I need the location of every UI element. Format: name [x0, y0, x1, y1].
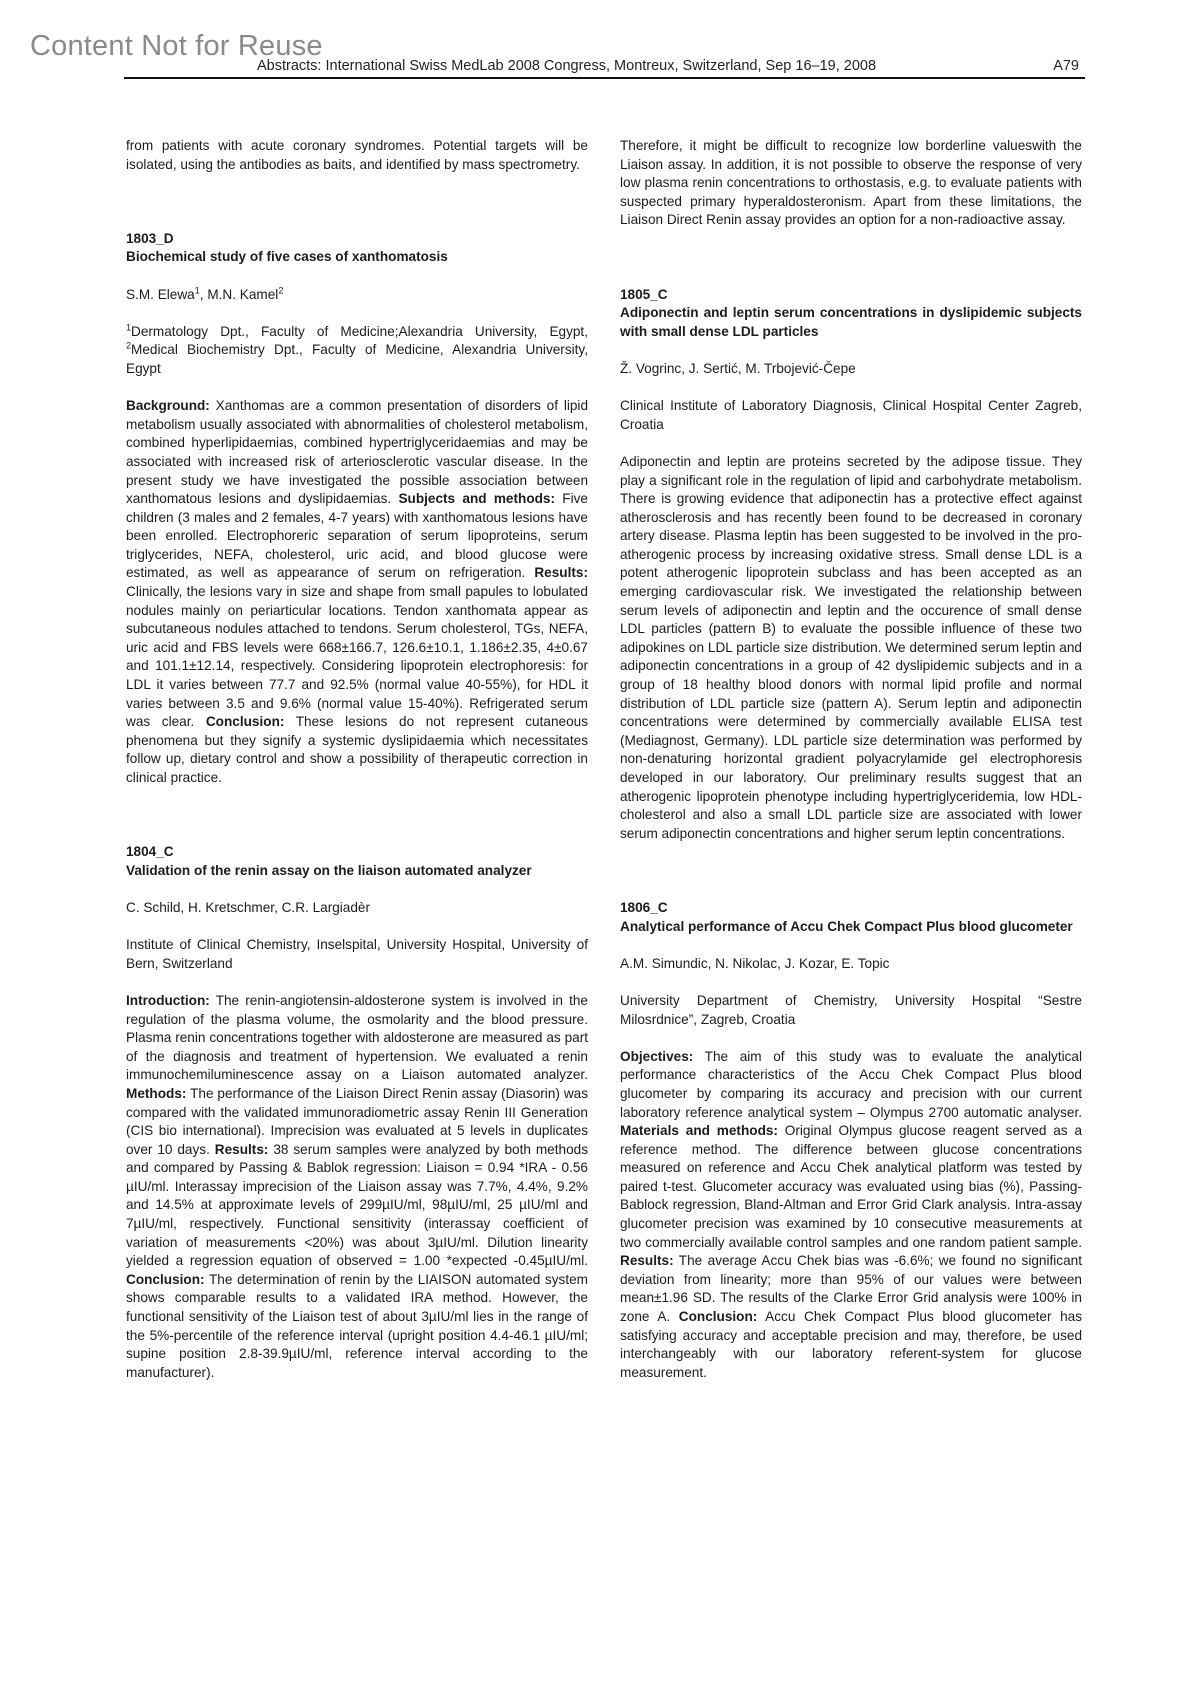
- abstract-affiliation: University Department of Chemistry, University Hospital “Sestre Milosrdnice”, Zagreb, Croatia: [620, 992, 1082, 1027]
- affiliation-text: Dermatology Dpt., Faculty of Medicine;Alexandria University, Egypt,: [131, 323, 588, 339]
- abstract-body: [620, 1048, 1082, 1383]
- abstract-body: Adiponectin and leptin are proteins secreted by the adipose tissue. They play a significant role in the regulation of lipid and carbohydrate metabolism. There is growing evidence that adiponectin has a protective effect against atherosclerosis and has recently been found to be decreased in coronary artery disease. Plasma leptin has been suggested to be involved in the pro-atherogenic process by increasing oxidative stress. Small dense LDL is a potent atherogenic lipoprotein subclass and has been accepted as an emerging cardiovascular risk. We investigated the relationship between serum levels of adiponectin and leptin and the occurence of small dense LDL particles (pattern B) to evaluate the possible influence of these two adipokines on LDL particle size distribution. We determined serum leptin and adiponectin concentrations in a group of 42 dyslipidemic subjects and in a group of 18 healthy blood donors with normal lipid profile and normal distribution of LDL particle size (pattern A). Serum leptin and adiponectin concentrations were determined by commercially available ELISA test (Mediagnost, Germany). LDL particle size determination was performed by non-denaturing horizontal gradient polyacrylamide gel electrophoresis developed in our laboratory. Our preliminary results suggest that an atherogenic lipoprotein phenotype including hypertriglyceridemia, low HDL-cholesterol and also a small LDL particle size are associated with lower serum adiponectin concentrations and higher serum leptin concentrations.: [620, 453, 1082, 841]
- right-column: [620, 137, 1082, 1401]
- affiliation-mark: 2: [126, 340, 132, 351]
- abstract-title: Biochemical study of five cases of xanthomatosis: [126, 249, 448, 265]
- section-text: Five children (3 males and 2 females, 4-7 years) with xanthomatous lesions have been enrolled. Electrophoreric separation of serum lipoproteins, serum triglycerides, NEFA, cholesterol, uric acid, and blood glucose were estimated, as well as appearance of serum on refrigeration.: [126, 491, 588, 581]
- abstract-id: 1803_D: [126, 230, 174, 246]
- abstract-body: [126, 397, 588, 787]
- affiliation-mark: 1: [126, 322, 132, 333]
- section-label: Conclusion:: [678, 1309, 758, 1325]
- affiliation-text: Medical Biochemistry Dpt., Faculty of Medicine, Alexandria University, Egypt: [126, 342, 588, 376]
- affiliation-mark: 2: [278, 285, 284, 296]
- abstract-1803: [126, 230, 588, 788]
- abstract-body: [126, 992, 588, 1382]
- abstract-affiliation: Clinical Institute of Laboratory Diagnosis, Clinical Hospital Center Zagreb, Croatia: [620, 398, 1082, 432]
- section-label: Subjects and methods:: [398, 491, 556, 507]
- abstract-id: 1805_C: [620, 286, 668, 302]
- section-text: 38 serum samples were analyzed by both methods and compared by Passing & Bablok regression: Liaison = 0.94 *IRA - 0.56 µIU/ml. Interassay imprecision of the Liaison assay was 7.7%, 4.4%, 9.2% and 14.5% at approximate levels of 299µIU/ml, 98µIU/ml, 25 µIU/ml and 7µIU/ml, respectively. Functional sensitivity (interassay coefficient of variation of measurements <20%) was about 3µIU/ml. Dilution linearity yielded a regression equation of observed = 1.00 *expected -0.45µIU/ml.: [126, 1141, 588, 1269]
- left-column: [126, 137, 588, 1401]
- watermark: Content Not for Reuse: [30, 30, 323, 62]
- abstract-authors: A.M. Simundic, N. Nikolac, J. Kozar, E. Topic: [620, 955, 890, 971]
- abstract-1806: [620, 899, 1082, 1382]
- abstract-title: Validation of the renin assay on the liaison automated analyzer: [126, 862, 532, 878]
- section-label: Results:: [534, 565, 588, 581]
- running-header: [124, 58, 1085, 79]
- section-text: The renin-angiotensin-aldosterone system is involved in the regulation of the plasma volume, the osmolarity and the blood pressure. Plasma renin concentrations together with aldosterone are measured as part of the diagnosis and treatment of hypertension. We evaluated a renin immunochemiluminescence assay on a Liaison automated analyzer.: [126, 992, 588, 1083]
- section-text: The determination of renin by the LIAISON automated system shows comparable results to a validated IRA method. However, the functional sensitivity of the Liaison test of about 3µIU/ml lies in the range of the 5%-percentile of the reference interval (upright position 4.4-46.1 µIU/ml; supine position 2.8-39.9µIU/ml, reference interval according to the manufacturer).: [126, 1271, 588, 1380]
- affiliation-mark: 1: [194, 285, 200, 296]
- abstract-affiliation: Institute of Clinical Chemistry, Inselspital, University Hospital, University of Bern, Switzerland: [126, 937, 588, 971]
- abstract-authors: C. Schild, H. Kretschmer, C.R. Largiadèr: [126, 899, 371, 915]
- continuation-text-left: from patients with acute coronary syndromes. Potential targets will be isolated, using the antibodies as baits, and identified by mass spectrometry.: [126, 138, 588, 172]
- journal-title: Abstracts: International Swiss MedLab 2008 Congress, Montreux, Switzerland, Sep 16–19, 2008: [257, 58, 877, 74]
- abstract-authors: [126, 286, 588, 305]
- abstract-1804: [126, 843, 588, 1382]
- continuation-text-right: Therefore, it might be difficult to recognize low borderline valueswith the Liaison assay. In addition, it is not possible to observe the response of very low plasma renin concentrations to orthostasis, e.g. to evaluate patients with suspected primary hyperaldosteronism. Apart from these limitations, the Liaison Direct Renin assay provides an option for a non-radioactive assay.: [620, 138, 1082, 228]
- section-text: Accu Chek Compact Plus blood glucometer has satisfying accuracy and acceptable precision and may, therefore, be used interchangeably with our laboratory referent-system for glucose measurement.: [620, 1309, 1083, 1380]
- section-text: Clinically, the lesions vary in size and shape from small papules to lobulated nodules mainly on periarticular locations. Tendon xanthomata appear as subcutaneous nodules attached to tendons. Serum cholesterol, TGs, NEFA, uric acid and FBS levels were 668±166.7, 126.6±10.1, 1.186±2.35, 4±0.67 and 101.1±12.14, respectively. Considering lipoprotein electrophoresis: for LDL it varies between 77.7 and 92.5% (normal value 40-55%), for HDL it varies between 3.5 and 9.6% (normal value 15-40%). Refrigerated serum was clear.: [126, 584, 588, 730]
- section-text: The performance of the Liaison Direct Renin assay (Diasorin) was compared with the validated immunoradiometric assay Renin III Generation (CIS bio international). Imprecision was evaluated at 5 levels in duplicates over 10 days.: [126, 1085, 588, 1157]
- section-label: Results:: [620, 1253, 674, 1269]
- abstract-1805: [620, 286, 1082, 844]
- section-label: Methods:: [126, 1085, 187, 1101]
- section-label: Conclusion:: [205, 714, 285, 730]
- section-text: These lesions do not represent cutaneous phenomena but they signify a systemic dyslipidaemia which necessitates follow up, dietary control and show a possibility of therapeutic correction in clinical practice.: [126, 714, 588, 785]
- abstract-title: Adiponectin and leptin serum concentrations in dyslipidemic subjects with small dense LDL particles: [620, 305, 1082, 339]
- abstract-authors: Ž. Vogrinc, J. Sertić, M. Trbojević-Čepe: [620, 360, 856, 376]
- section-label: Objectives:: [620, 1048, 694, 1064]
- abstract-affiliation: [126, 323, 588, 379]
- section-label: Conclusion:: [126, 1271, 205, 1287]
- abstract-id: 1806_C: [620, 899, 668, 915]
- section-text: Xanthomas are a common presentation of disorders of lipid metabolism usually associated with abnormalities of cholesterol metabolism, combined hyperlipidaemias, combined hypertriglyceridaemias and may be associated with increased risk of arteriosclerotic vascular disease. In the present study we have investigated the possible association between xanthomatous lesions and dyslipidaemias.: [126, 398, 588, 507]
- section-label: Results:: [214, 1141, 269, 1157]
- section-label: Introduction:: [126, 992, 210, 1008]
- section-label: Background:: [126, 398, 210, 414]
- section-text: Original Olympus glucose reagent served as a reference method. The difference between glucose concentrations measured on reference and Accu Chek analytical platform was tested by paired t-test. Glucometer accuracy was evaluated using bias (%), Passing-Bablock regression, Bland-Altman and Error Grid Clark analysis. Intra-assay glucometer precision was examined by 10 consecutive measurements at two commercially available control samples and one random patient sample.: [620, 1123, 1083, 1250]
- page-number: A79: [1053, 58, 1079, 74]
- section-text: The aim of this study was to evaluate the analytical performance characteristics of the Accu Chek Compact Plus blood glucometer by comparing its accuracy and precision with our current laboratory reference analytical system – Olympus 2700 automatic analyser.: [620, 1048, 1082, 1120]
- abstract-id: 1804_C: [126, 844, 174, 860]
- section-label: Materials and methods:: [620, 1123, 778, 1139]
- abstract-title: Analytical performance of Accu Chek Compact Plus blood glucometer: [620, 918, 1073, 934]
- author-name: S.M. Elewa: [126, 286, 195, 302]
- author-name: , M.N. Kamel: [199, 286, 279, 302]
- section-text: The average Accu Chek bias was -6.6%; we found no significant deviation from linearity; more than 95% of our values were between mean±1.96 SD. The results of the Clarke Error Grid analysis were 100% in zone A.: [620, 1253, 1082, 1325]
